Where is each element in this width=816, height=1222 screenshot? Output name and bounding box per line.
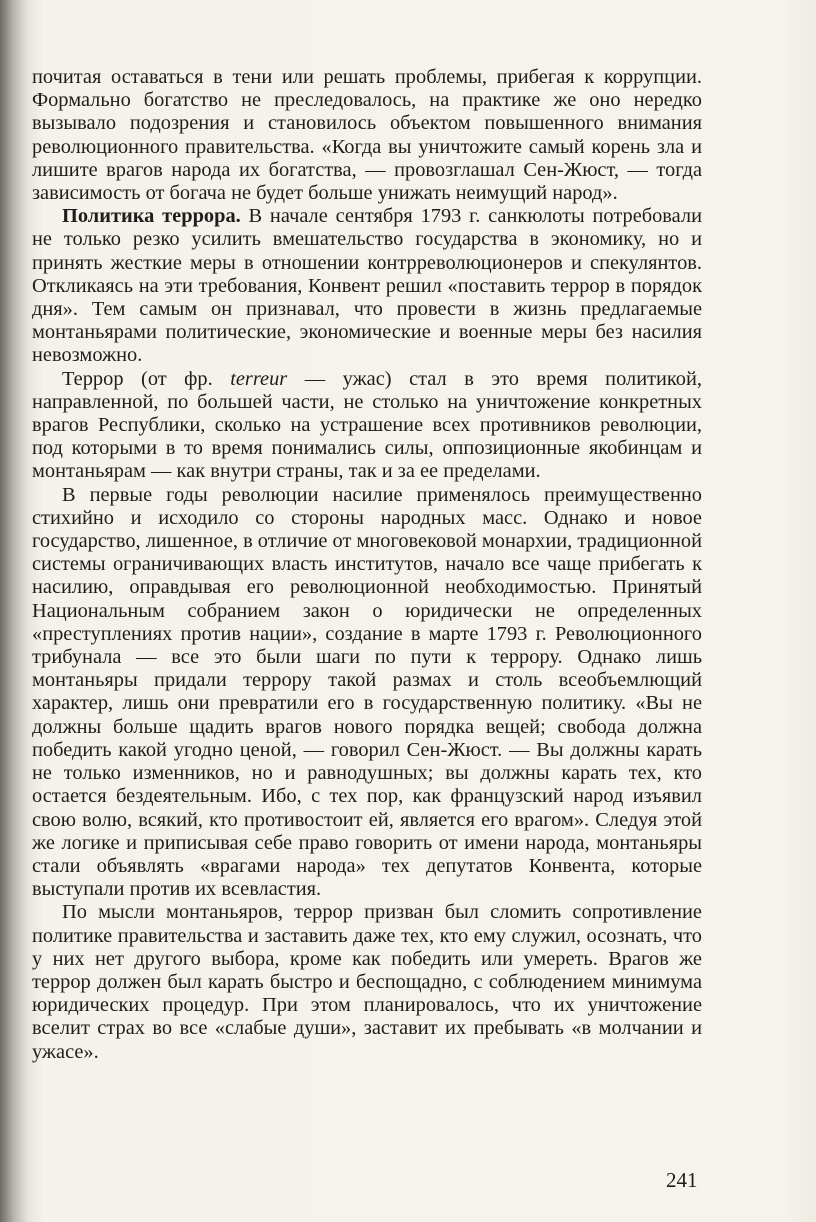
- paragraph-4: В первые годы революции насилие применялось преимущественно стихийно и исходило со стороны народных масс. Однако и новое государство, лишенное, в отличие от многовековой монархии, традиционной системы ограничивающих власть институтов, начало все чаще прибегать к насилию, оправдывая его революционной необходимостью. Принятый Национальным собранием закон о юридически не определенных «преступлениях против нации», создание в марте 1793 г. Революционного трибунала — все это были шаги по пути к террору. Однако лишь монтаньяры придали террору такой размах и столь всеобъемлющий характер, лишь они превратили его в государственную политику. «Вы не должны больше щадить врагов нового порядка вещей; свобода должна победить какой угодно ценой, — говорил Сен-Жюст. — Вы должны карать не только изменников, но и равнодушных; вы должны карать тех, кто остается бездеятельным. Ибо, с тех пор, как французский народ изъявил свою волю, всякий, кто противостоит ей, является его врагом». Следуя этой же логике и приписывая себе право говорить от имени народа, монтаньяры стали объявлять «врагами народа» тех депутатов Конвента, которые выступали против их всевластия.: [32, 483, 702, 901]
- paragraph-5: По мысли монтаньяров, террор призван был сломить сопротивление политике правительства и заставить даже тех, кто ему служил, осознать, что у них нет другого выбора, кроме как победить или умереть. Врагов же террор должен был карать быстро и беспощадно, с соблюдением минимума юридических процедур. При этом планировалось, что их уничтожение вселит страх во все «слабые души», заставит их пребывать «в молчании и ужасе».: [32, 901, 702, 1063]
- paragraph-2-body: В начале сентября 1793 г. санкюлоты потребовали не только резко усилить вмешательство государства в экономику, но и принять жесткие меры в отношении контрреволюционеров и спекулянтов. Откликаясь на эти требования, Конвент решил «поставить террор в порядок дня». Тем самым он признавал, что провести в жизнь предлагаемые монтаньярами политические, экономические и военные меры без насилия невозможно.: [32, 205, 702, 367]
- section-heading: Политика террора.: [62, 205, 241, 228]
- paragraph-terror-definition: [32, 368, 702, 484]
- page-number: 241: [666, 1168, 698, 1192]
- foreign-term: terreur: [230, 367, 288, 390]
- paragraph-3-end: — ужас) стал в это время политикой, направленной, по большей части, не столько на уничтожение конкретных врагов Республики, сколько на устрашение всех противников революции, под которыми в то время понимались силы, оппозиционные якобинцам и монтаньярам — как внутри страны, так и за ее пределами.: [32, 367, 703, 483]
- paragraph-3-start: Террор (от фр.: [62, 367, 231, 390]
- paragraph-1: почитая оставаться в тени или решать проблемы, прибегая к коррупции. Формально богатство не преследовалось, на практике же оно нередко вызывало подозрения и становилось объектом повышенного внимания революционного правительства. «Когда вы уничтожите самый корень зла и лишите врагов народа их богатства, — провозглашал Сен-Жюст, — тогда зависимость от богача не будет больше унижать неимущий народ».: [32, 66, 702, 205]
- page-text: [32, 66, 702, 1064]
- paragraph-terror-policy: [32, 205, 702, 367]
